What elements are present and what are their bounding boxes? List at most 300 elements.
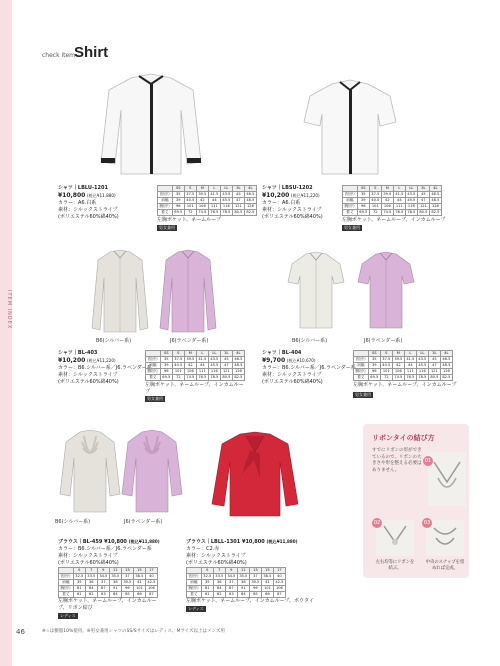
cell: 91 xyxy=(237,585,249,591)
cell: 37 xyxy=(121,573,133,579)
product-material-detail: (ポリエステル60%綿40%) xyxy=(262,379,323,385)
row-label: 着丈 xyxy=(158,209,173,215)
cell: 67 xyxy=(273,591,285,597)
cell: 126 xyxy=(440,368,452,374)
size-table-bl459 xyxy=(58,567,158,598)
cell: 39 xyxy=(368,362,380,368)
cell: 116 xyxy=(220,203,232,209)
table-row xyxy=(59,591,158,597)
row-label: 着丈 xyxy=(343,209,358,215)
cell: 37 xyxy=(249,573,261,579)
cell: 64 xyxy=(237,591,249,597)
row-label: 首回り xyxy=(60,573,72,578)
cell: 64 xyxy=(109,591,121,597)
color-caption: B6(シルバー系) xyxy=(55,519,91,525)
color-caption: J6(ラベンダー系) xyxy=(364,338,403,344)
step-number: 01 xyxy=(424,458,432,464)
size-col: M xyxy=(196,186,208,192)
cell: 84 xyxy=(85,585,97,591)
size-table-lbll1301 xyxy=(186,567,286,598)
row-label: 首回り xyxy=(188,573,200,578)
product-model: シャツ｜LBSU-1202 xyxy=(262,185,313,191)
cell: 76.5 xyxy=(395,210,404,215)
cell: 101 xyxy=(380,368,392,374)
cell: 67 xyxy=(145,591,157,597)
row-label: 胸回り xyxy=(159,203,171,208)
product-photo-lbsu1202 xyxy=(300,78,400,178)
cell: 78.5 xyxy=(407,210,416,215)
row-label: 肩幅 xyxy=(146,362,161,368)
product-model-text: ブラウス｜LBLL-1301 xyxy=(186,539,241,545)
cell: 74.5 xyxy=(394,375,403,380)
product-material: 素材：シルックストライプ xyxy=(186,553,246,559)
cell: 37.5 xyxy=(186,192,195,197)
size-col: L xyxy=(404,351,416,357)
ribbon-step1-illustration xyxy=(428,452,466,506)
cell: 101 xyxy=(369,203,381,209)
cell: 48.5 xyxy=(431,198,440,203)
cell: 38 xyxy=(109,579,121,585)
product-price: ¥10,200 xyxy=(262,192,290,199)
product-price: ¥10,200 xyxy=(58,357,86,364)
cell: 81 xyxy=(201,585,213,591)
cell: 36 xyxy=(85,579,97,585)
size-col: 5 xyxy=(201,568,213,574)
cell: 35 xyxy=(201,579,213,585)
product-price: ¥10,800 xyxy=(241,539,265,545)
cell: 72 xyxy=(172,374,184,380)
cell: 66 xyxy=(261,591,273,597)
cell: 35 xyxy=(160,356,172,362)
cell: 33.5 xyxy=(215,574,224,579)
product-info-lbll1301 xyxy=(186,538,356,567)
cell: 82.5 xyxy=(234,375,243,380)
ribbon-tie-text: すでにリボンの形ができているので、リボンの大きさや形を整える必要はありません。 xyxy=(372,448,422,473)
cell: 39.5 xyxy=(251,580,260,585)
row-label: 着丈 xyxy=(354,374,369,380)
cell: 111 xyxy=(404,368,416,374)
product-model: シャツ｜BL-404 xyxy=(262,350,302,356)
size-table-bl404 xyxy=(353,350,453,381)
size-col: SS xyxy=(357,186,369,192)
cell: 45.5 xyxy=(407,198,416,203)
cell: 44 xyxy=(404,362,416,368)
cell: 42.5 xyxy=(147,580,156,585)
cell: 65 xyxy=(249,591,261,597)
cell: 96 xyxy=(172,203,184,209)
cell: 41 xyxy=(133,579,145,585)
product-model: シャツ｜LBLU-1201 xyxy=(58,185,108,191)
row-label: 胸回り xyxy=(60,585,72,590)
cell: 48.5 xyxy=(442,363,451,368)
cell: 62 xyxy=(85,591,97,597)
unisex-tag: 男女兼用 xyxy=(355,392,371,397)
cell: 47 xyxy=(417,197,429,203)
size-col: 3L xyxy=(232,186,244,192)
cell: 41.5 xyxy=(406,357,415,362)
product-price-tax: (税込¥11,220) xyxy=(290,193,320,198)
size-col: M xyxy=(392,351,404,357)
row-label: 肩幅 xyxy=(343,197,358,203)
footer-note: ※☆は樹脂10%使用。※男女兼用シャツのSS/Sサイズはレディス、Mサイズ以上はメンズ用 xyxy=(42,629,225,634)
cell: 121 xyxy=(232,203,244,209)
row-label: 肩幅 xyxy=(354,362,369,368)
cell: 46.5 xyxy=(234,357,243,362)
cell: 46.5 xyxy=(431,192,440,197)
cell: 38.5 xyxy=(263,574,272,579)
cell: 41 xyxy=(261,579,273,585)
cell: 35.5 xyxy=(239,574,248,579)
cell: 37 xyxy=(97,579,109,585)
cell: 111 xyxy=(208,203,220,209)
cell: 91 xyxy=(109,585,121,591)
product-info-lblu1201 xyxy=(58,185,158,221)
product-photo-bl404-silver xyxy=(286,250,346,330)
size-col: 11 xyxy=(109,568,121,574)
cell: 39 xyxy=(357,197,369,203)
color-caption: J6(ラベンダー系) xyxy=(170,338,209,344)
cell: 96 xyxy=(368,368,380,374)
row-label: 首回り xyxy=(147,356,159,361)
product-model-text: ブラウス｜BL-459 xyxy=(58,539,103,545)
product-color: カラー：B6.シルバー系／J6.ラベンダー系 xyxy=(58,546,152,552)
product-note: 左胸ポケット、ネームループ、インカムループ xyxy=(145,382,244,395)
color-caption: B6(シルバー系) xyxy=(96,338,132,344)
cell: 35 xyxy=(172,191,184,197)
cell: 66 xyxy=(133,591,145,597)
step-number: 02 xyxy=(373,520,381,526)
cell: 69.5 xyxy=(162,375,171,380)
row-label: 肩幅 xyxy=(59,579,74,585)
cell: 43.5 xyxy=(418,357,427,362)
cell: 72 xyxy=(380,374,392,380)
cell: 96 xyxy=(121,585,133,591)
cell: 37 xyxy=(225,579,237,585)
size-col: 9 xyxy=(97,568,109,574)
cell: 69.5 xyxy=(370,375,379,380)
product-material-detail: (ポリエステル60%綿40%) xyxy=(58,214,119,220)
cell: 72 xyxy=(369,209,381,215)
size-col: M xyxy=(184,351,196,357)
cell: 38.5 xyxy=(135,574,144,579)
cell: 48.5 xyxy=(246,198,255,203)
product-price: ¥10,800 xyxy=(104,539,127,545)
cell: 39 xyxy=(172,197,184,203)
cell: 41.5 xyxy=(198,357,207,362)
cell: 80.5 xyxy=(430,375,439,380)
cell: 61 xyxy=(201,591,213,597)
product-material-detail: (ポリエステル60%綿40%) xyxy=(58,379,119,385)
product-material: 素材：シルックストライプ xyxy=(262,372,322,378)
product-material-detail: (ポリエステル60%綿40%) xyxy=(262,214,323,220)
size-table-lbsu1202 xyxy=(342,185,442,216)
cell: 40.5 xyxy=(371,198,380,203)
cell: 43.5 xyxy=(210,357,219,362)
row-label: 胸回り xyxy=(355,368,367,373)
product-note: 左胸ポケット、ネームループ、インカムループ、ボウタイ xyxy=(186,598,314,604)
table-row xyxy=(187,591,286,597)
cell: 80.5 xyxy=(222,375,231,380)
size-col: 7 xyxy=(85,568,97,574)
product-photo-bl403-lavender xyxy=(158,248,218,334)
ladies-tag: レディス xyxy=(60,613,76,618)
cell: 39.5 xyxy=(186,357,195,362)
cell: 44 xyxy=(393,197,405,203)
size-col: 4L xyxy=(232,351,244,357)
cell: 38 xyxy=(237,579,249,585)
table-row xyxy=(343,209,442,215)
cell: 65 xyxy=(121,591,133,597)
cell: 35 xyxy=(73,579,85,585)
size-col: 4L xyxy=(440,351,452,357)
cell: 43.5 xyxy=(407,192,416,197)
cell: 44 xyxy=(196,362,208,368)
cell: 76.5 xyxy=(198,375,207,380)
cell: 101 xyxy=(172,368,184,374)
product-price-tax: (税込¥11,880) xyxy=(266,539,298,544)
cell: 96 xyxy=(249,585,261,591)
cell: 37.5 xyxy=(382,357,391,362)
cell: 106 xyxy=(381,203,393,209)
cell: 116 xyxy=(405,203,417,209)
row-label: 首回り xyxy=(355,356,367,361)
cell: 74.5 xyxy=(186,375,195,380)
size-col: SS xyxy=(172,186,184,192)
cell: 42 xyxy=(381,197,393,203)
color-caption: B6(シルバー系) xyxy=(292,338,328,344)
cell: 106 xyxy=(145,585,157,591)
size-col: 17 xyxy=(273,568,285,574)
cell: 74.5 xyxy=(383,210,392,215)
cell: 126 xyxy=(429,203,441,209)
row-label: 肩幅 xyxy=(158,197,173,203)
ribbon-tie-title: リボンタイの結び方 xyxy=(372,434,435,442)
cell: 45.5 xyxy=(222,198,231,203)
cell: 101 xyxy=(261,585,273,591)
cell: 126 xyxy=(232,368,244,374)
cell: 121 xyxy=(417,203,429,209)
product-price-tax: (税込¥11,880) xyxy=(86,193,116,198)
cell: 33.5 xyxy=(87,574,96,579)
cell: 32.5 xyxy=(75,574,84,579)
table-row xyxy=(158,209,257,215)
page-number: 46 xyxy=(16,628,25,636)
cell: 32.5 xyxy=(203,574,212,579)
cell: 40.5 xyxy=(382,363,391,368)
product-photo-bl459-silver xyxy=(58,428,122,514)
product-material-detail: (ポリエステル60%綿40%) xyxy=(186,560,247,566)
check-item-label: check item xyxy=(42,52,76,59)
step-caption: 中央のスナップを留めれば完成。 xyxy=(425,560,465,571)
product-material-detail: (ポリエステル60%綿40%) xyxy=(58,560,119,566)
cell: 45 xyxy=(417,191,429,197)
product-photo-bl403-silver xyxy=(90,248,150,334)
product-photo-bl404-lavender xyxy=(356,250,416,330)
cell: 37.5 xyxy=(174,357,183,362)
cell: 76.5 xyxy=(406,375,415,380)
size-col: 3L xyxy=(428,351,440,357)
cell: 40 xyxy=(145,573,157,579)
side-index-label: ITEM INDEX xyxy=(6,290,12,330)
cell: 40 xyxy=(273,573,285,579)
product-material: 素材：シルックストライプ xyxy=(262,207,322,213)
product-photo-lbll1301-red xyxy=(210,430,300,518)
product-color: カラー：A6.白系 xyxy=(262,200,301,206)
cell: 45.5 xyxy=(418,363,427,368)
product-price: ¥10,800 xyxy=(58,192,86,199)
cell: 41.5 xyxy=(210,192,219,197)
size-col: 15 xyxy=(261,568,273,574)
size-table-bl403 xyxy=(145,350,245,381)
product-price-tax: (税込¥11,880) xyxy=(128,539,160,544)
side-accent-bar xyxy=(0,0,12,666)
row-label: 着丈 xyxy=(187,591,202,597)
size-col: LL xyxy=(416,351,428,357)
product-material: 素材：シルックストライプ xyxy=(58,372,118,378)
cell: 40.5 xyxy=(174,363,183,368)
cell: 47 xyxy=(220,362,232,368)
color-caption: J6(ラベンダー系) xyxy=(124,519,163,525)
cell: 111 xyxy=(196,368,208,374)
size-col: SS xyxy=(368,351,380,357)
page-title: Shirt xyxy=(74,44,109,61)
size-col: 17 xyxy=(145,568,157,574)
size-col: 15 xyxy=(133,568,145,574)
cell: 106 xyxy=(184,368,196,374)
size-col: LL xyxy=(220,186,232,192)
cell: 76.5 xyxy=(210,210,219,215)
cell: 63 xyxy=(97,591,109,597)
cell: 42.5 xyxy=(275,580,284,585)
cell: 78.5 xyxy=(210,375,219,380)
cell: 46.5 xyxy=(442,357,451,362)
cell: 47 xyxy=(428,362,440,368)
cell: 106 xyxy=(392,368,404,374)
cell: 87 xyxy=(97,585,109,591)
ladies-tag: レディス xyxy=(188,606,204,611)
cell: 37.5 xyxy=(371,192,380,197)
cell: 106 xyxy=(196,203,208,209)
product-photo-lblu1201 xyxy=(95,70,207,178)
cell: 45 xyxy=(232,191,244,197)
table-row xyxy=(146,374,245,380)
product-note: 左胸ポケット、ネームループ、インカムループ xyxy=(342,217,446,223)
size-col: 4L xyxy=(429,186,441,192)
size-col: LL xyxy=(405,186,417,192)
cell: 45.5 xyxy=(210,363,219,368)
ribbon-step3-illustration xyxy=(426,520,464,556)
size-table-lblu1201 xyxy=(157,185,257,216)
product-color: カラー：B6.シルバー系／J6.ラベンダー系 xyxy=(262,365,356,371)
size-col: 5 xyxy=(73,568,85,574)
cell: 62 xyxy=(213,591,225,597)
product-model xyxy=(186,538,356,546)
cell: 87 xyxy=(225,585,237,591)
size-col: 13 xyxy=(121,568,133,574)
ribbon-step2-illustration xyxy=(376,520,414,556)
cell: 101 xyxy=(184,203,196,209)
cell: 46.5 xyxy=(246,192,255,197)
product-material: 素材：シルックストライプ xyxy=(58,207,118,213)
cell: 78.5 xyxy=(222,210,231,215)
row-label: 胸回り xyxy=(344,203,356,208)
row-label: 首回り xyxy=(344,191,356,196)
cell: 63 xyxy=(225,591,237,597)
step-number: 03 xyxy=(423,520,431,526)
product-color: カラー：C2.赤 xyxy=(186,546,220,552)
size-col: 13 xyxy=(249,568,261,574)
product-info-bl403 xyxy=(58,350,158,386)
row-label: 首回り xyxy=(159,191,171,196)
cell: 82.5 xyxy=(431,210,440,215)
cell: 43.5 xyxy=(222,192,231,197)
cell: 82.5 xyxy=(442,375,451,380)
cell: 35 xyxy=(368,356,380,362)
step-caption: 左右均等にリボンを結ぶ。 xyxy=(375,560,415,571)
cell: 48.5 xyxy=(234,363,243,368)
size-col: S xyxy=(172,351,184,357)
cell: 69.5 xyxy=(174,210,183,215)
cell: 81 xyxy=(73,585,85,591)
product-note: 左胸ポケット、ネームループ、インカムループ、リボン結び xyxy=(58,598,157,611)
cell: 45 xyxy=(220,356,232,362)
row-label: 着丈 xyxy=(59,591,74,597)
cell: 36 xyxy=(213,579,225,585)
product-price-tax: (税込¥10,670) xyxy=(286,358,316,363)
row-label: 着丈 xyxy=(146,374,161,380)
cell: 96 xyxy=(357,203,369,209)
cell: 101 xyxy=(133,585,145,591)
product-price-tax: (税込¥11,220) xyxy=(86,358,116,363)
cell: 111 xyxy=(393,203,405,209)
cell: 39.5 xyxy=(123,580,132,585)
cell: 40.5 xyxy=(186,198,195,203)
cell: 126 xyxy=(244,203,256,209)
size-col: LL xyxy=(208,351,220,357)
size-col: S xyxy=(380,351,392,357)
unisex-tag: 男女兼用 xyxy=(147,396,163,401)
cell: 61 xyxy=(73,591,85,597)
cell: 80.5 xyxy=(419,210,428,215)
cell: 69.5 xyxy=(359,210,368,215)
cell: 35.5 xyxy=(111,574,120,579)
row-label: 胸回り xyxy=(147,368,159,373)
cell: 121 xyxy=(220,368,232,374)
product-info-bl459 xyxy=(58,538,168,567)
size-col: SS xyxy=(160,351,172,357)
cell: 39.5 xyxy=(383,192,392,197)
cell: 35 xyxy=(357,191,369,197)
product-color: カラー：A6.白系 xyxy=(58,200,97,206)
cell: 78.5 xyxy=(418,375,427,380)
size-col: 3L xyxy=(417,186,429,192)
product-color: カラー：B6.シルバー系／J6.ラベンダー系 xyxy=(58,365,152,371)
size-col: L xyxy=(196,351,208,357)
cell: 80.5 xyxy=(234,210,243,215)
unisex-tag: 男女兼用 xyxy=(344,225,360,230)
cell: 34.5 xyxy=(227,574,236,579)
cell: 82.5 xyxy=(246,210,255,215)
cell: 106 xyxy=(273,585,285,591)
cell: 74.5 xyxy=(198,210,207,215)
cell: 84 xyxy=(213,585,225,591)
product-model: シャツ｜BL-403 xyxy=(58,350,98,356)
size-col: 3L xyxy=(220,351,232,357)
size-col: L xyxy=(208,186,220,192)
row-label: 胸回り xyxy=(188,585,200,590)
cell: 34.5 xyxy=(99,574,108,579)
cell: 45 xyxy=(428,356,440,362)
